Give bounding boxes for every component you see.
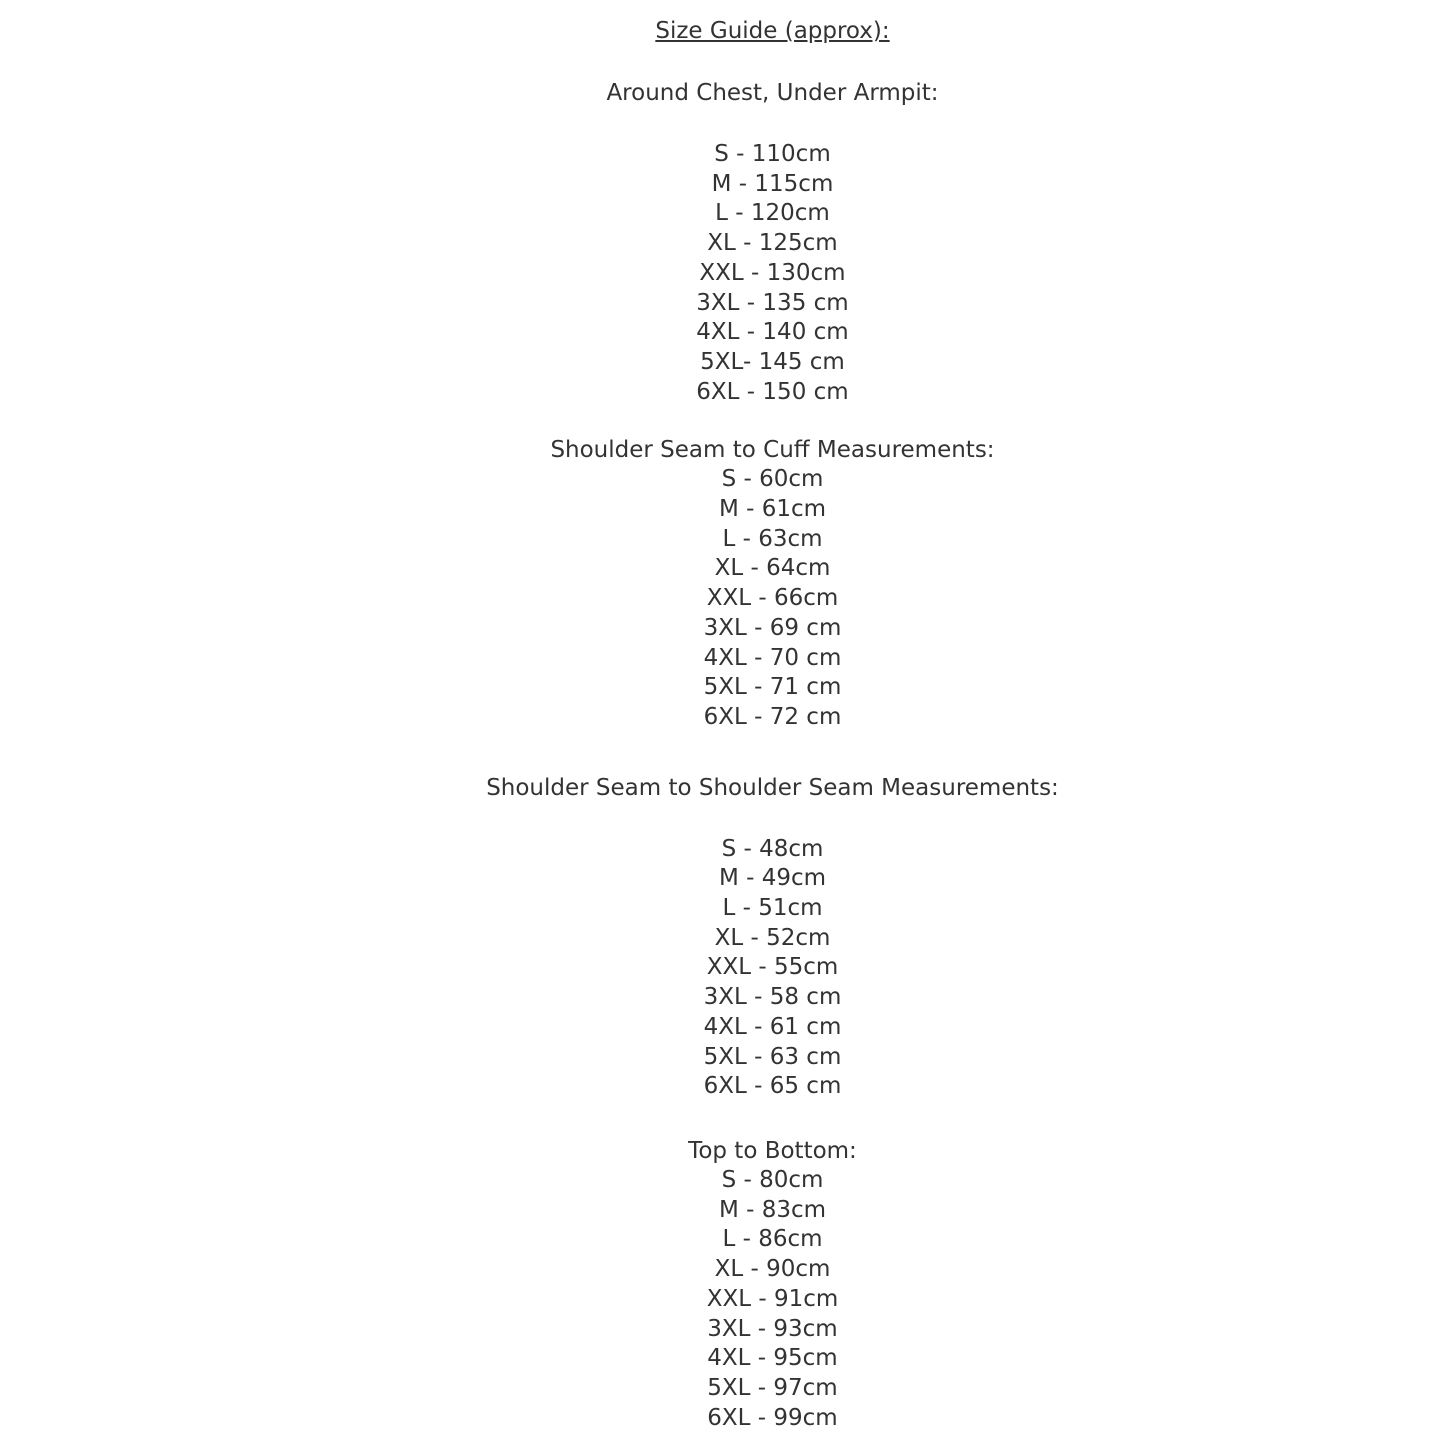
size-item: S - 110cm <box>714 141 831 167</box>
size-item: L - 120cm <box>715 200 830 227</box>
size-item: 3XL - 69 cm <box>703 614 842 641</box>
section-heading: Shoulder Seam to Shoulder Seam Measurements: <box>486 774 1059 801</box>
section-heading: Shoulder Seam to Cuff Measurements: <box>550 437 995 464</box>
size-item: XXL - 130cm <box>699 259 846 286</box>
sections-container <box>100 78 1445 1433</box>
size-item: S - 48cm <box>721 835 824 862</box>
size-item: 4XL - 95cm <box>707 1345 838 1372</box>
size-item-list <box>100 1166 1445 1433</box>
size-item: 3XL - 93cm <box>707 1315 838 1342</box>
page-title: Size Guide (approx): <box>655 18 890 44</box>
size-item: S - 60cm <box>721 466 824 493</box>
section-heading: Top to Bottom: <box>688 1137 857 1164</box>
size-item-list <box>100 835 1445 1102</box>
size-section <box>100 773 1445 1102</box>
size-item: M - 115cm <box>711 170 834 197</box>
size-item: 6XL - 150 cm <box>696 378 849 405</box>
size-item: 5XL- 145 cm <box>700 348 845 375</box>
size-item-list <box>100 140 1445 407</box>
size-item: S - 80cm <box>721 1166 824 1193</box>
size-section <box>100 435 1445 732</box>
size-item: XL - 125cm <box>707 230 838 257</box>
size-item: 5XL - 97cm <box>707 1374 838 1401</box>
size-item: 5XL - 71 cm <box>703 674 842 701</box>
size-item: 4XL - 140 cm <box>696 319 849 346</box>
size-item: XL - 64cm <box>714 555 831 582</box>
size-item: XXL - 66cm <box>706 585 839 612</box>
size-section <box>100 1136 1445 1433</box>
size-item: 6XL - 72 cm <box>703 703 842 730</box>
size-item: XL - 52cm <box>714 924 831 951</box>
size-item: L - 86cm <box>722 1226 823 1253</box>
size-item: XXL - 55cm <box>706 954 839 981</box>
size-item: XL - 90cm <box>714 1256 831 1283</box>
size-item: 6XL - 65 cm <box>703 1073 842 1100</box>
size-item-list <box>100 465 1445 732</box>
size-item: 3XL - 58 cm <box>703 984 842 1011</box>
size-section <box>100 78 1445 407</box>
size-item: XXL - 91cm <box>706 1285 839 1312</box>
section-heading: Around Chest, Under Armpit: <box>606 80 939 106</box>
size-item: M - 49cm <box>718 865 827 892</box>
size-item: 4XL - 70 cm <box>703 644 842 671</box>
size-item: 3XL - 135 cm <box>696 289 849 316</box>
size-item: M - 61cm <box>718 496 827 523</box>
size-item: M - 83cm <box>718 1196 827 1223</box>
size-item: 4XL - 61 cm <box>703 1013 842 1040</box>
size-item: L - 63cm <box>722 525 823 552</box>
size-item: 6XL - 99cm <box>707 1404 838 1431</box>
size-item: L - 51cm <box>722 895 823 922</box>
size-item: 5XL - 63 cm <box>703 1043 842 1070</box>
